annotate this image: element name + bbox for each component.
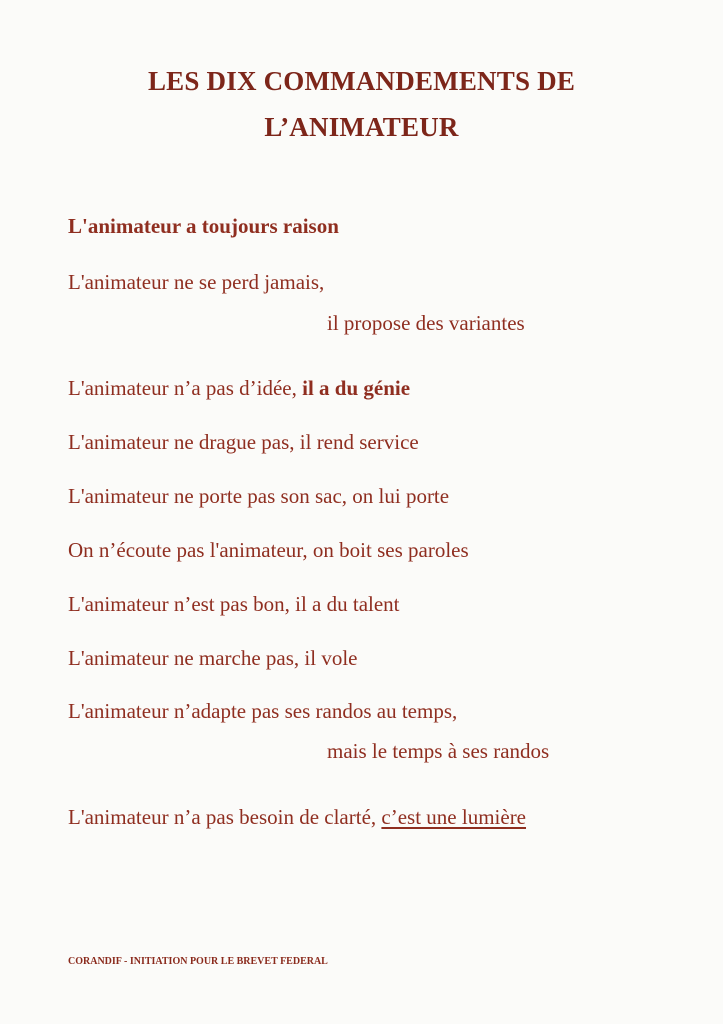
- commandment-2-line-2: il propose des variantes: [327, 311, 525, 335]
- commandment-10: [68, 803, 526, 831]
- commandment-1: L'animateur a toujours raison: [68, 214, 339, 238]
- commandment-3-text: L'animateur n’a pas d’idée,: [68, 376, 303, 400]
- commandment-10-emphasis: c’est une lumière: [381, 805, 527, 829]
- commandment-2-line-1: L'animateur ne se perd jamais,: [68, 270, 325, 294]
- commandment-7: L'animateur n’est pas bon, il a du talent: [68, 592, 400, 616]
- commandment-10-text: L'animateur n’a pas besoin de clarté,: [68, 805, 382, 829]
- commandment-3-emphasis: il a du génie: [302, 376, 411, 400]
- commandment-8: L'animateur ne marche pas, il vole: [68, 646, 358, 670]
- commandment-9-line-1: L'animateur n’adapte pas ses randos au temps,: [68, 699, 458, 723]
- commandment-6: On n’écoute pas l'animateur, on boit ses paroles: [68, 538, 469, 562]
- footer-text: CORANDIF - INITIATION POUR LE BREVET FEDERAL: [68, 956, 328, 967]
- commandment-5: L'animateur ne porte pas son sac, on lui porte: [68, 484, 450, 508]
- commandment-3: [68, 374, 410, 402]
- document-title-line-2: L’ANIMATEUR: [264, 112, 459, 142]
- commandment-4: L'animateur ne drague pas, il rend service: [68, 430, 419, 454]
- commandment-9-line-2: mais le temps à ses randos: [327, 739, 550, 763]
- document-title-line-1: LES DIX COMMANDEMENTS DE: [147, 66, 576, 96]
